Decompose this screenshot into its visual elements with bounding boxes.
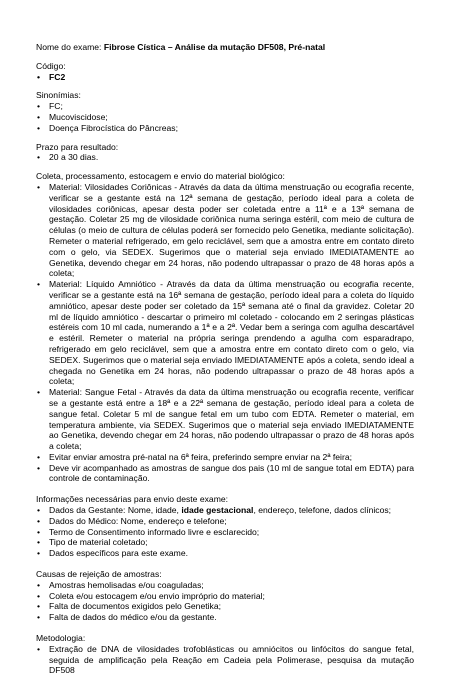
info-item [36, 505, 414, 516]
rejection-label: Causas de rejeição de amostras: [36, 569, 162, 580]
rejection-item: • Amostras hemolisadas e/ou coaguladas; [36, 580, 414, 591]
collection-item: • Material: Líquido Amniótico - Através da data da última menstruação ou ecografia recente, verificar se a gestante está na 16ª semana de gestação, período ideal para a coleta do líquido amniótico, apesar deste poder ser coletado da 15ª semana até o final da gravidez. Coletar 20 ml de líquido amniótico - descartar o primeiro ml coletado - colocando em 2 seringas plásticas estéreis com 10 ml cada, numerando a 1ª e a 2ª. Vedar bem a seringa com agulha descartável e estéril. Remeter o material na própria seringa prendendo a agulha com esparadrapo, refrigerado em gelo reciclável, sem que a amostra entre em contato direto com o gelo, via SEDEX. Sugerimos que o material seja enviado IMEDIATAMENTE após a coleta, sendo ideal a chegada no Genetika em 24 horas, não podendo ultrapassar o prazo de 48 horas após a coleta; [36, 279, 414, 387]
synonym-item: • Mucoviscidose; [36, 112, 414, 123]
code-label: Código: [36, 60, 66, 71]
info-item: • Tipo de material coletado; [36, 537, 414, 548]
code-value: • FC2 [36, 72, 414, 83]
info-label: Informações necessárias para envio deste exame: [36, 494, 229, 505]
collection-item: • Deve vir acompanhado as amostras de sangue dos pais (10 ml de sangue total em EDTA) para controle de contaminação. [36, 463, 414, 485]
info-item: • Termo de Consentimento informado livre e esclarecido; [36, 527, 414, 538]
synonyms-label: Sinonímias: [36, 90, 81, 101]
method-item: • Extração de DNA de vilosidades trofoblásticas ou amniócitos ou linfócitos do sangue fetal, seguida de amplificação pela Reação em Cadeia pela Polimerase, pesquisa da mutação DF508 [36, 644, 414, 676]
code-list [36, 72, 414, 83]
collection-label: Coleta, processamento, estocagem e envio do material biológico: [36, 171, 285, 182]
exam-name: Fibrose Cística – Análise da mutação DF508, Pré-natal [103, 42, 326, 52]
collection-item: • Evitar enviar amostra pré-natal na 6ª feira, preferindo sempre enviar na 2ª feira; [36, 452, 414, 463]
info-text: , endereço, telefone, dados clínicos; [253, 505, 392, 516]
synonyms-list [36, 101, 414, 133]
info-bold-text: idade gestacional [181, 505, 254, 516]
rejection-item: • Coleta e/ou estocagem e/ou envio impróprio do material; [36, 591, 414, 602]
rejection-item: • Falta de documentos exigidos pelo Genetika; [36, 601, 414, 612]
synonym-item: • Doença Fibrocística do Pâncreas; [36, 123, 414, 134]
collection-list [36, 182, 414, 484]
synonym-item: • FC; [36, 101, 414, 112]
info-text: Dados da Gestante: Nome, idade, [49, 505, 182, 516]
rejection-item: • Falta de dados do médico e/ou da gestante. [36, 612, 414, 623]
deadline-label: Prazo para resultado: [36, 141, 119, 152]
exam-name-line [36, 42, 414, 53]
document-body [36, 42, 414, 676]
method-label: Metodologia: [36, 633, 86, 644]
deadline-value: • 20 a 30 dias. [36, 152, 414, 163]
info-item: • Dados do Médico: Nome, endereço e telefone; [36, 516, 414, 527]
collection-item: • Material: Sangue Fetal - Através da data da última menstruação ou ecografia recente, verificar se a gestante está entre a 18ª e a 22ª semana de gestação, período ideal para a coleta de sangue fetal. Coletar 5 ml de sangue fetal em um tubo com EDTA. Remeter o material, em temperatura ambiente, via SEDEX. Sugerimos que o material seja enviado IMEDIATAMENTE ao Genetika, devendo chegar em 24 horas, não podendo ultrapassar o prazo de 48 horas após a coleta; [36, 387, 414, 452]
method-list [36, 644, 414, 676]
exam-label: Nome do exame: [36, 42, 102, 52]
rejection-list [36, 580, 414, 623]
deadline-list [36, 152, 414, 163]
info-item: • Dados específicos para este exame. [36, 548, 414, 559]
collection-item: • Material: Vilosidades Coriônicas - Através da data da última menstruação ou ecografia recente, verificar se a gestante está na 12ª semana de gestação, período ideal para a coleta de vilosidades coriônicas, apesar desta poder ser coletada entre a 11ª e a 13ª semana de gestação. Coletar 25 mg de vilosidade coriônica numa seringa estéril, com meio de cultura de células (o meio de cultura de células poderá ser fornecido pelo Genetika, mediante solicitação). Remeter o material refrigerado, em gelo reciclável, sem que a amostra entre em contato direto com o gelo, via SEDEX. Sugerimos que o material seja enviado IMEDIATAMENTE ao Genetika, devendo chegar em 24 horas, não podendo ultrapassar o prazo de 48 horas após a coleta; [36, 182, 414, 279]
info-list [36, 505, 414, 559]
